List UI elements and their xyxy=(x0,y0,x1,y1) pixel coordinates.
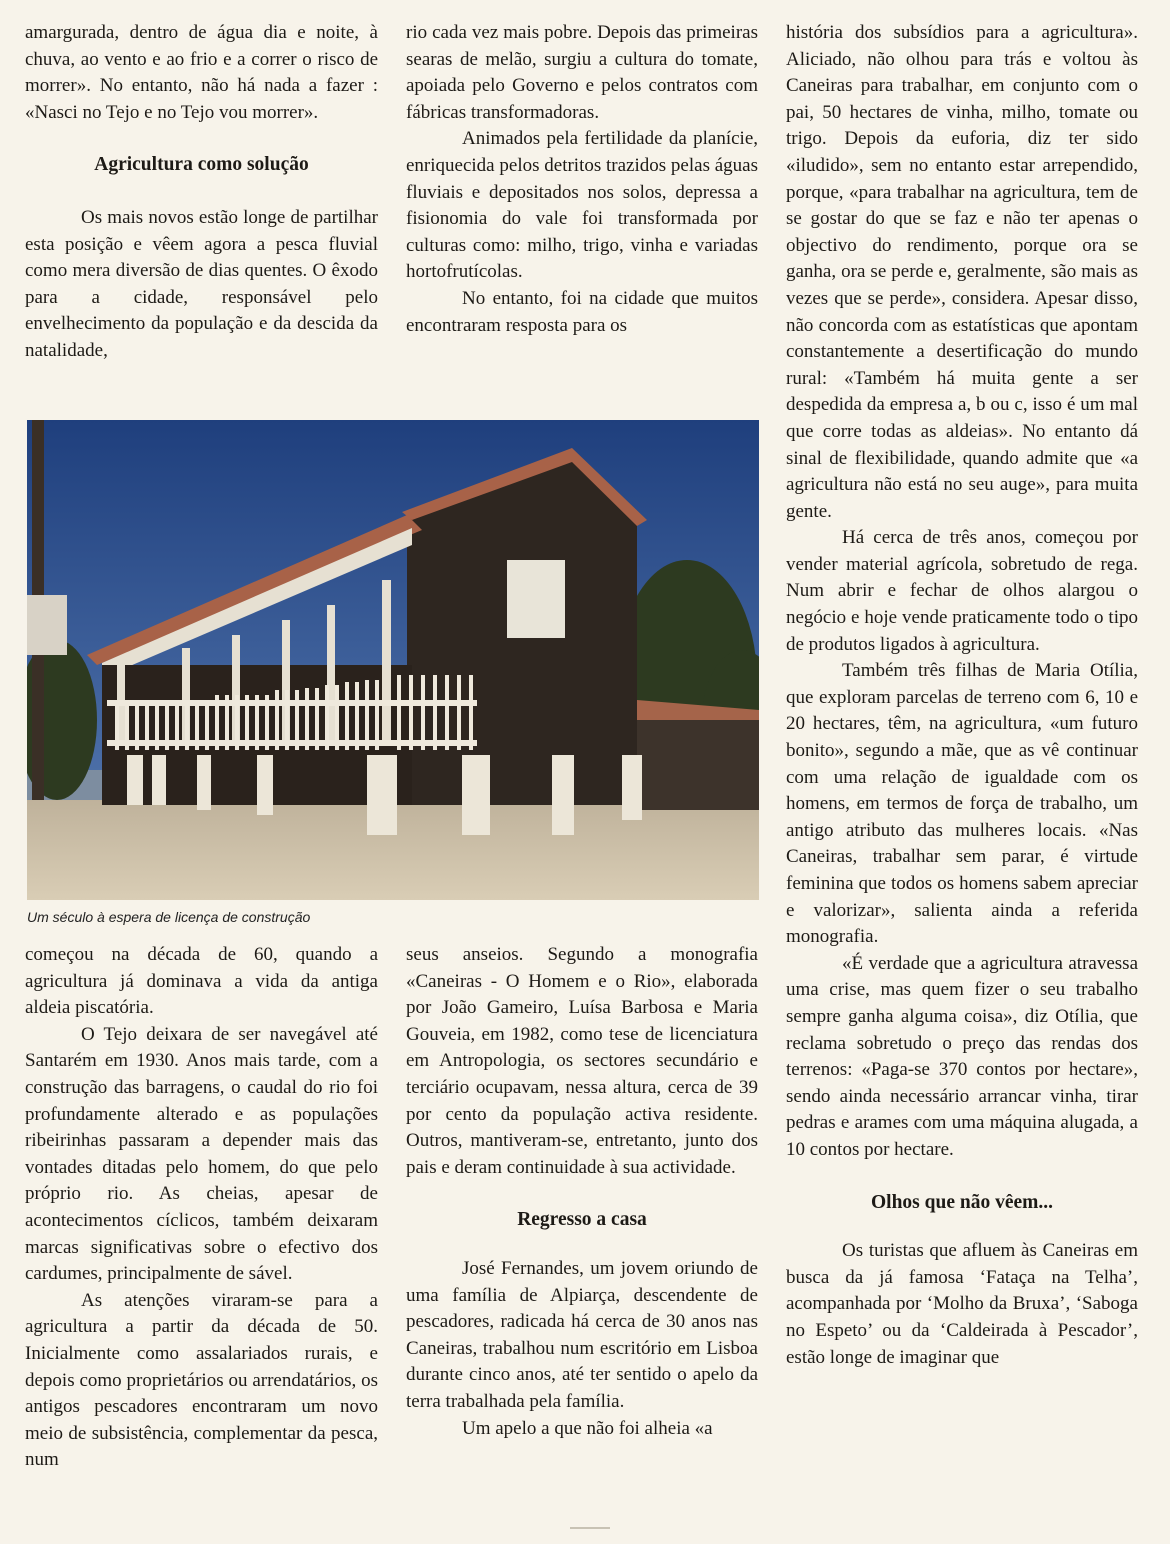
paragraph: seus anseios. Segundo a monografia «Caneiras - O Homem e o Rio», elaborada por João Gameiro, Luísa Barbosa e Maria Gouveia, em 1982, como tese de licenciatura em Antropologia, os sectores secundário e terciário ocupavam, nessa altura, cerca de 39 por cento da população activa residente. Outros, mantiveram-se, entretanto, junto dos pais e deram continuidade à sua actividade. xyxy=(406,944,758,1178)
photo-caption: Um século à espera de licença de construção xyxy=(27,909,311,925)
paragraph: Os turistas que afluem às Caneiras em busca da já famosa ‘Fataça na Telha’, acompanhada por ‘Molho da Bruxa’, ‘Saboga no Espeto’ ou da ‘Caldeirada à Pescador’, estão longe de imaginar que xyxy=(786,1240,1138,1368)
paragraph: Animados pela fertilidade da planície, enriquecida pelos detritos trazidos pelas águas fluviais e depositados nos solos, depressa a fisionomia do vale foi transformada por culturas como: milho, trigo, vinha e variadas hortofrutícolas. xyxy=(406,128,758,283)
paragraph: Um apelo a que não foi alheia «a xyxy=(462,1417,713,1439)
section-heading-regresso: Regresso a casa xyxy=(517,1209,647,1231)
paragraph: José Fernandes, um jovem oriundo de uma família de Alpiarça, descendente de pescadores, radicada há cerca de 30 anos nas Caneiras, trabalhou num escritório em Lisboa durante cinco anos, até ter sentido o apelo da terra trabalhada pela família. xyxy=(406,1257,758,1412)
paragraph: O Tejo deixara de ser navegável até Santarém em 1930. Anos mais tarde, com a construção das barragens, o caudal do rio foi profundamente alterado e as populações ribeirinhas passaram a depender mais das vontades ditadas pelo homem, do que pelo próprio rio. As cheias, apesar de acontecimentos cíclicos, também deixaram marcas significativas sobre o efectivo dos cardumes, principalmente de sável. xyxy=(25,1023,378,1285)
paragraph: Também três filhas de Maria Otília, que exploram parcelas de terreno com 6, 10 e 20 hectares, têm, na agricultura, «um futuro bonito», segundo a mãe, que as vê continuar com uma relação de igualdade com os homens, em termos de força de trabalho, um antigo atributo das mulheres locais. «Nas Caneiras, trabalhar sem parar, é virtude feminina que todos os homens sabem apreciar e valorizar», salienta ainda a referida monografia. xyxy=(786,660,1138,948)
column-1-top xyxy=(25,20,378,365)
paragraph: começou na década de 60, quando a agricultura já dominava a vida da antiga aldeia piscatória. xyxy=(25,944,378,1019)
column-2-top xyxy=(406,20,758,339)
house-photo xyxy=(27,420,759,900)
paragraph: rio cada vez mais pobre. Depois das primeiras searas de melão, surgiu a cultura do tomate, apoiada pelo Governo e pelos contratos com fábricas transformadoras. xyxy=(406,22,758,123)
section-heading-olhos: Olhos que não vêem... xyxy=(870,1191,1053,1213)
paragraph: No entanto, foi na cidade que muitos encontraram resposta para os xyxy=(406,287,758,336)
column-2-bottom xyxy=(406,942,758,1442)
paragraph: história dos subsídios para a agricultura». Aliciado, não olhou para trás e voltou às Caneiras para trabalhar, em conjunto com o pai, 50 hectares de vinha, milho, tomate ou trigo. Depois da euforia, diz ter sido «iludido», sem no entanto estar arrependido, porque, «para trabalhar na agricultura, tem de se gostar do que se faz e não ter apenas o objectivo do rendimento, porque ora se ganha, ora se perde e, geralmente, são mais as vezes que se perde», considera. Apesar disso, não concorda com as estatísticas que apontam constantemente a desertificação do mundo rural: «Também há muita gente a ser despedida da empresa a, b ou c, isso é um mal que corre todas as aldeias». No entanto dá sinal de flexibilidade, quando admite que «a agricultura não está no seu auge», para muita gente. xyxy=(786,22,1138,522)
paragraph: amargurada, dentro de água dia e noite, à chuva, ao vento e ao frio e a correr o risco de morrer». No entanto, não há nada a fazer : «Nasci no Tejo e no Tejo vou morrer». xyxy=(25,22,378,123)
paragraph: «É verdade que a agricultura atravessa uma crise, mas quem fizer o seu trabalho sempre ganha alguma coisa», diz Otília, que reclama sobretudo o preço das rendas dos terrenos: «Paga-se 370 contos por hectare», sendo ainda necessário arrancar vinha, tirar pedras e arames com uma máquina alugada, a 10 contos por hectare. xyxy=(786,952,1138,1160)
column-3 xyxy=(786,20,1138,1371)
column-1-bottom xyxy=(25,942,378,1474)
paragraph: As atenções viraram-se para a agricultura a partir da década de 50. Inicialmente como assalariados rurais, e depois como proprietários ou arrendatários, os antigos pescadores encontraram um novo meio de subsistência, complementar da pesca, num xyxy=(25,1289,378,1471)
section-heading-agricultura: Agricultura como solução xyxy=(94,154,309,176)
divider xyxy=(570,1527,610,1529)
paragraph: Há cerca de três anos, começou por vender material agrícola, sobretudo de rega. Num abrir e fechar de olhos alargou o negócio e hoje vende praticamente todo o tipo de produtos ligados à agricultura. xyxy=(786,527,1138,655)
paragraph: Os mais novos estão longe de partilhar esta posição e vêem agora a pesca fluvial como mera diversão de dias quentes. O êxodo para a cidade, responsável pelo envelhecimento da população e da descida da natalidade, xyxy=(25,206,378,361)
